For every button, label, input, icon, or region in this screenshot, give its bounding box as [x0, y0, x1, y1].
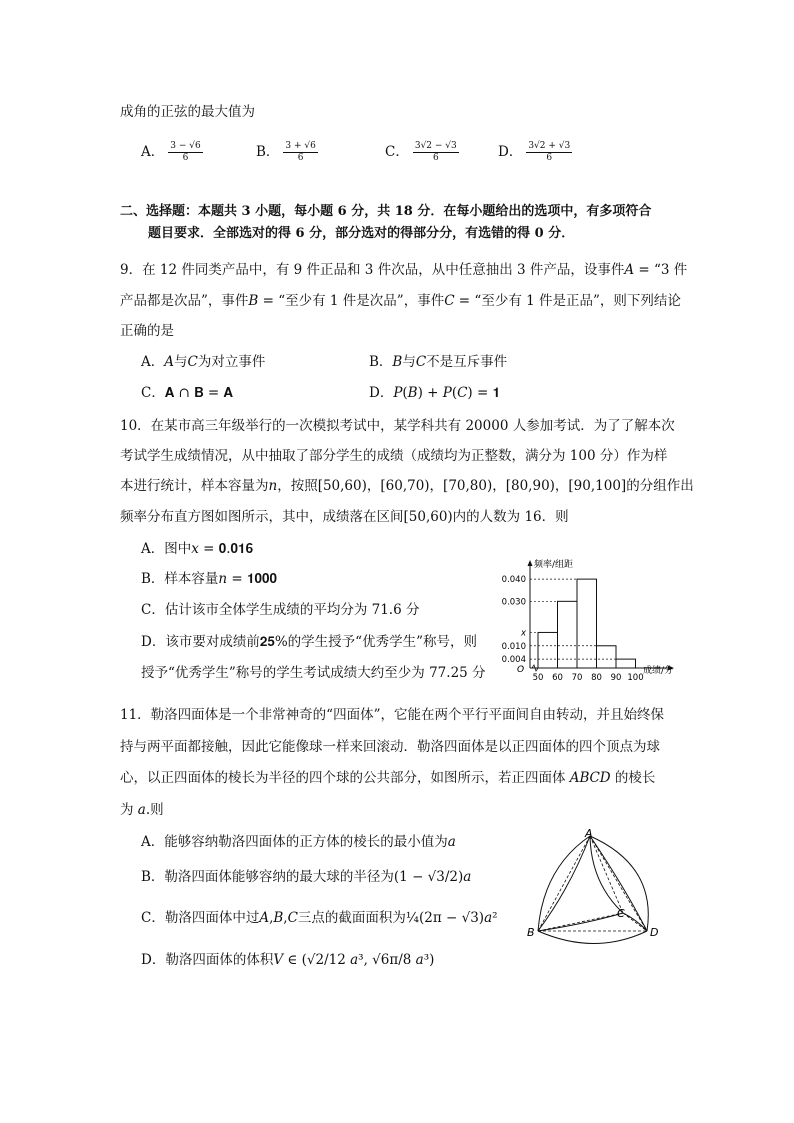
frequency-histogram [490, 558, 690, 682]
histogram-bar-60-70 [558, 601, 578, 668]
y-tick-label: x [520, 628, 526, 639]
origin-label: O [517, 665, 525, 675]
q10-line4: 频率分布直方图如图所示，其中，成绩落在区间[50,60)内的人数为 16．则 [120, 509, 569, 525]
histogram-bar-50-60 [538, 632, 558, 668]
y-tick-label: 0.030 [501, 597, 526, 608]
histogram-bar-70-80 [577, 579, 597, 668]
q11-option-b[interactable]: B．勒洛四面体能够容纳的最大球的半径为(1 − √3/2)𝑎 [141, 869, 472, 885]
dash-bc [538, 913, 623, 931]
q9-option-d[interactable]: D．𝑃(𝐵) + 𝑃(𝐶) = 𝟏 [369, 385, 501, 401]
q9-line1: 9．在 12 件同类产品中，有 9 件正品和 3 件次品，从中任意抽出 3 件产品，设事件𝐴 = “3 件 [120, 262, 688, 278]
q10-line2: 考试学生成绩情况，从中抽取了部分学生的成绩（成绩均为正整数，满分为 100 分）作为样 [120, 448, 668, 464]
q9-option-b[interactable]: B．𝐵与𝐶不是互斥事件 [369, 354, 508, 370]
q9-line3: 正确的是 [120, 323, 174, 339]
x-tick-label: 100 [627, 673, 644, 682]
q10-line3: 本进行统计，样本容量为𝑛，按照[50,60)，[60,70)，[70,80)，[80,90)，[90,100]的分组作出 [120, 478, 694, 494]
q10-option-b[interactable]: B．样本容量𝑛 = 𝟏𝟎𝟎𝟎 [141, 571, 278, 587]
reuleaux-tetrahedron-figure [525, 828, 685, 946]
q8-tail: 成角的正弦的最大值为 [120, 104, 255, 120]
q8-option-d[interactable]: D． $\frac{3√2 + √3}{6}$ [498, 141, 571, 163]
q11-line4: 为 𝑎.则 [120, 802, 164, 818]
vertex-label-a: A [585, 828, 593, 840]
q10-option-d-line2: 授予“优秀学生”称号的学生考试成绩大约至少为 77.25 分 [141, 665, 486, 681]
q11-option-a[interactable]: A．能够容纳勒洛四面体的正方体的棱长的最小值为𝑎 [141, 834, 456, 850]
histogram-bar-80-90 [597, 646, 617, 668]
outer-arc-bottom [538, 931, 647, 944]
vertex-label-d: D [650, 926, 659, 939]
q9-line2: 产品都是次品”，事件𝐵 = “至少有 1 件是次品”，事件𝐶 = “至少有 1 件是正品”，则下列结论 [120, 293, 681, 309]
q10-option-c[interactable]: C．估计该市全体学生成绩的平均分为 71.6 分 [141, 602, 420, 618]
q11-option-d[interactable]: D．勒洛四面体的体积𝑉 ∈ (√2/12 𝑎³, √6π/8 𝑎³) [141, 952, 435, 968]
q9-option-a[interactable]: A．𝐴与𝐶为对立事件 [141, 354, 266, 370]
q10-option-a[interactable]: A．图中𝑥 = 𝟎.𝟎𝟏𝟔 [141, 541, 254, 557]
y-tick-label: 0.004 [501, 655, 526, 666]
q11-line3: 心，以正四面体的棱长为半径的四个球的公共部分，如图所示，若正四面体 𝐴𝐵𝐶𝐷 的棱长 [120, 770, 656, 786]
q10-option-d-line1[interactable]: D．该市要对成绩前𝟐𝟓%的学生授予“优秀学生”称号，则 [141, 634, 477, 650]
histogram-bar-90-100 [616, 659, 636, 668]
x-tick-label: 80 [591, 673, 602, 682]
x-axis-label: 成绩/分 [643, 666, 674, 676]
q11-line2: 持与两平面都接触，因此它能像球一样来回滚动．勒洛四面体是以正四面体的四个顶点为球 [120, 739, 660, 755]
edge-bc [538, 913, 623, 931]
histogram-axes [517, 558, 674, 676]
dash-cd [623, 913, 647, 931]
y-tick-label: 0.040 [501, 575, 526, 586]
vertex-label-b: B [527, 926, 535, 939]
y-axis-label: 频率/组距 [534, 560, 574, 570]
section-heading-line2: 题目要求．全部选对的得 6 分，部分选对的得部分分，有选错的得 0 分． [148, 226, 575, 241]
vertex-label-c: C [617, 907, 625, 920]
dash-ac [590, 836, 623, 913]
dash-ab [538, 836, 590, 931]
q9-option-c[interactable]: C．𝐀 ∩ 𝐁 = 𝐀 [141, 385, 233, 401]
q8-option-a[interactable]: A． $\frac{3 - √6}{6}$ [141, 141, 201, 163]
q8-option-c[interactable]: C． $\frac{3√2 - √3}{6}$ [385, 141, 457, 163]
x-tick-label: 90 [610, 673, 622, 682]
q8-option-b[interactable]: B． $\frac{3 + √6}{6}$ [256, 141, 316, 163]
x-tick-label: 50 [532, 673, 544, 682]
section-heading-line1: 二、选择题：本题共 3 小题，每小题 6 分，共 18 分．在每小题给出的选项中，有多项符合 [120, 204, 652, 219]
y-tick-label: 0.010 [501, 641, 526, 652]
q11-line1: 11．勒洛四面体是一个非常神奇的“四面体”，它能在两个平行平面间自由转动，并且始终保 [120, 707, 664, 723]
q10-line1: 10．在某市高三年级举行的一次模拟考试中，某学科共有 20000 人参加考试．为了了解本次 [120, 418, 675, 434]
x-tick-label: 60 [552, 673, 563, 682]
x-tick-label: 70 [571, 673, 583, 682]
q11-option-c[interactable]: C．勒洛四面体中过𝐴,𝐵,𝐶三点的截面面积为¼(2π − √3)𝑎² [141, 910, 498, 926]
y-axis-arrow [528, 560, 533, 566]
